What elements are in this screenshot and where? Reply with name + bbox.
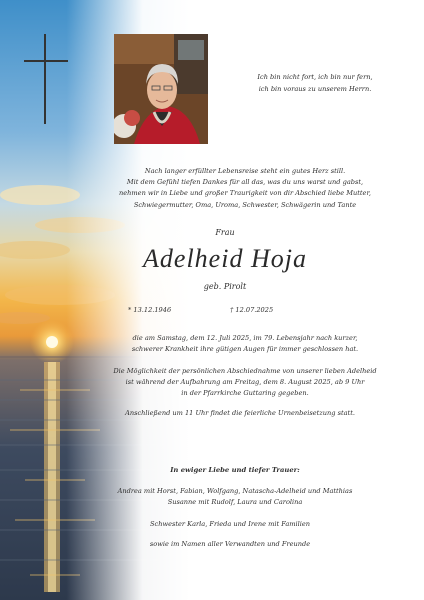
intro-line-2: Mit dem Gefühl tiefen Dankes für all das, was du uns warst und gabst, — [126, 178, 364, 187]
passing-line-1: die am Samstag, dem 12. Juli 2025, im 79. Lebensjahr nach kurzer, — [132, 334, 358, 342]
quote-line-1: Ich bin nicht fort, ich bin nur fern, — [257, 73, 373, 81]
farewell-line-3: in der Pfarrkirche Guttaring gegeben. — [181, 389, 309, 398]
mourners-line-1: Andrea mit Horst, Fabian, Wolfgang, Natascha-Adelheid und Matthias — [117, 487, 353, 495]
mourners-heading: In ewiger Liebe und tiefer Trauer: — [170, 466, 300, 474]
mourners-sisters: Schwester Karla, Frieda und Irene mit Familien — [149, 520, 311, 528]
farewell-text — [100, 366, 390, 400]
death-date: † 12.07.2025 — [230, 306, 274, 314]
cross-icon — [24, 34, 68, 124]
intro-line-4: Schwiegermutter, Oma, Uroma, Schwester, Schwägerin und Tante — [133, 200, 357, 209]
farewell-line-1: Die Möglichkeit der persönlichen Abschiednahme von unserer lieben Adelheid — [113, 367, 377, 375]
intro-text — [100, 166, 390, 211]
quote-line-2: ich bin voraus zu unserem Herrn. — [258, 84, 372, 93]
maiden-name: geb. Pirolt — [203, 282, 247, 291]
passing-text — [100, 333, 390, 355]
mourners-line-2: Susanne mit Rudolf, Laura und Carolina — [167, 498, 303, 507]
intro-line-3: nehmen wir in Liebe und großer Traurigkeit von dir Abschied liebe Mutter, — [119, 189, 371, 198]
intro-line-1: Nach langer erfüllter Lebensreise steht ein gutes Herz still. — [144, 167, 346, 175]
farewell-line-2: ist während der Aufbahrung am Freitag, dem 8. August 2025, ab 9 Uhr — [125, 378, 365, 387]
deceased-name: Adelheid Hoja — [143, 244, 307, 273]
quote-text — [240, 72, 390, 95]
mourners-closing: sowie im Namen aller Verwandten und Freunde — [149, 540, 311, 548]
ceremony-text: Anschließend um 11 Uhr findet die feierliche Urnenbeisetzung statt. — [125, 409, 355, 417]
birth-date: * 13.12.1946 — [128, 306, 172, 314]
mourners-family — [70, 486, 400, 508]
portrait-photo — [114, 34, 208, 144]
passing-line-2: schwerer Krankheit ihre gütigen Augen für immer geschlossen hat. — [131, 345, 359, 354]
name-prefix: Frau — [215, 228, 235, 237]
